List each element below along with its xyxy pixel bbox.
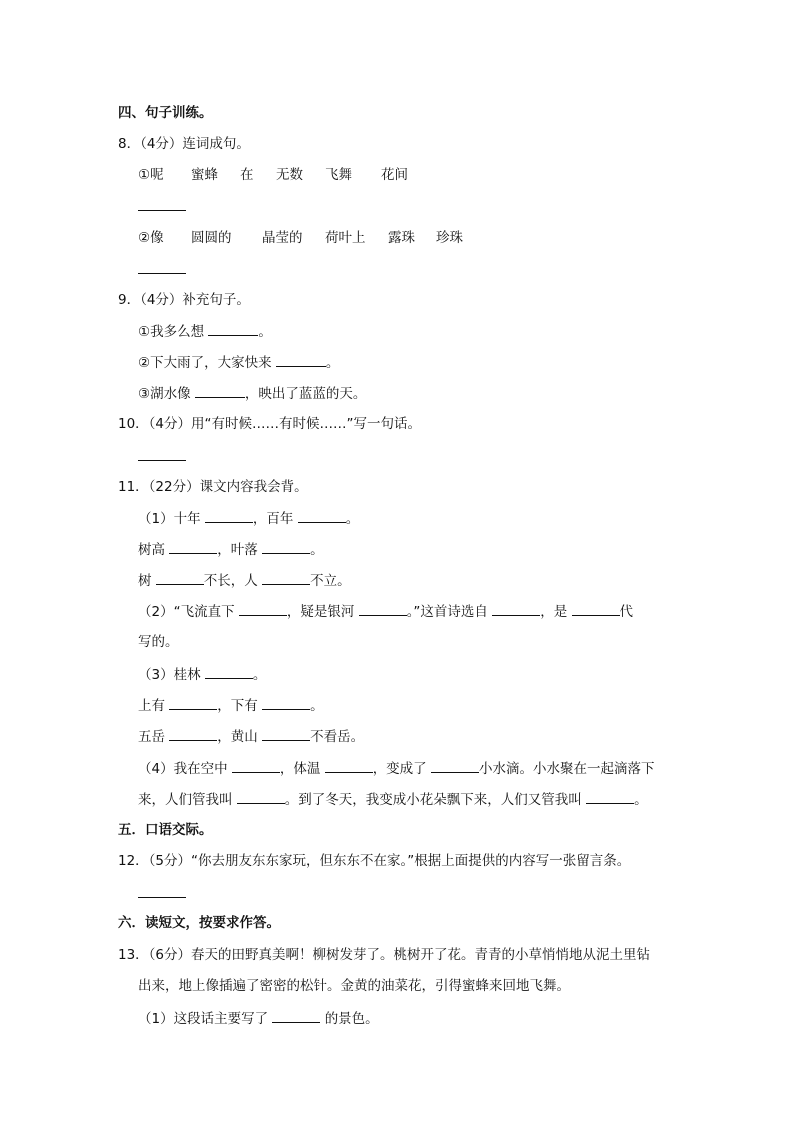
q11-part-2-line	[138, 601, 633, 622]
section-4-heading: 四、句子训练。	[118, 105, 213, 121]
text: 不立。	[310, 573, 351, 589]
text: 不看岳。	[310, 729, 365, 745]
blank[interactable]	[169, 726, 217, 741]
blank[interactable]	[586, 789, 634, 804]
blank[interactable]	[208, 321, 258, 336]
blank[interactable]	[169, 695, 217, 710]
section-6-heading: 六．读短文，按要求作答。	[118, 915, 280, 931]
q8-r2-word: 晶莹的	[262, 230, 303, 246]
text: ③湖水像	[138, 386, 191, 402]
text: ，叶落	[217, 542, 258, 558]
q8-r1-word: 飞舞	[325, 167, 352, 183]
text: 树高	[138, 542, 165, 558]
blank[interactable]	[232, 758, 280, 773]
text: 代	[619, 604, 634, 620]
q8-r2-word: ②像	[138, 230, 164, 246]
text: （3）桂林	[138, 667, 201, 683]
blank[interactable]	[156, 570, 204, 585]
q9-stem: 9．（4分）补充句子。	[118, 292, 250, 308]
q12-answer-line[interactable]	[138, 897, 186, 898]
text: 不长，人	[203, 573, 258, 589]
blank[interactable]	[195, 383, 245, 398]
q8-r2-word: 荷叶上	[325, 230, 366, 246]
text: ，疑是银河	[286, 604, 355, 620]
text: 。	[310, 542, 324, 558]
blank[interactable]	[325, 758, 373, 773]
q11-part-1-line	[138, 539, 324, 560]
blank[interactable]	[276, 352, 326, 367]
q8-answer-line-2[interactable]	[138, 273, 186, 274]
text: 。	[325, 355, 340, 371]
blank[interactable]	[262, 570, 310, 585]
text: ，映出了蓝蓝的天。	[244, 386, 367, 402]
blank[interactable]	[272, 1008, 320, 1023]
blank[interactable]	[205, 508, 253, 523]
q12-stem: 12．（5分）“你去朋友东东家玩，但东东不在家。”根据上面提供的内容写一张留言条。	[118, 853, 631, 869]
q8-stem: 8．（4分）连词成句。	[118, 136, 250, 152]
q11-part-4-cont	[138, 789, 648, 810]
q10-answer-line[interactable]	[138, 460, 186, 461]
q8-r1-word: 无数	[276, 167, 303, 183]
q11-part-1-line	[138, 508, 359, 529]
blank[interactable]	[262, 695, 310, 710]
q11-part-1-line	[138, 570, 351, 591]
q8-r1-word: 在	[240, 167, 254, 183]
blank[interactable]	[205, 664, 253, 679]
text: ①我多么想	[138, 324, 205, 340]
blank[interactable]	[492, 601, 540, 616]
q8-answer-line-1[interactable]	[138, 210, 186, 211]
q11-part-2-cont: 写的。	[138, 634, 179, 650]
q9-sentence-3	[138, 383, 366, 404]
text: 。	[310, 698, 324, 714]
text: ，体温	[279, 761, 321, 777]
q8-r2-word: 珍珠	[436, 230, 463, 246]
text: ②下大雨了，大家快来	[138, 355, 272, 371]
q13-passage-line-2: 出来，地上像插遍了密密的松针。金黄的油菜花，引得蜜蜂来回地飞舞。	[138, 978, 570, 994]
blank[interactable]	[572, 601, 620, 616]
blank[interactable]	[298, 508, 346, 523]
text: （1）这段话主要写了	[138, 1011, 269, 1027]
text: （1）十年	[138, 511, 201, 527]
q8-r1-word: 花间	[381, 167, 408, 183]
text: 。	[252, 667, 267, 683]
blank[interactable]	[262, 539, 310, 554]
text: 。	[634, 792, 648, 808]
q8-r2-word: 圆圆的	[191, 230, 232, 246]
text: 。	[258, 324, 272, 340]
q11-part-3-line	[138, 664, 266, 685]
text: （4）我在空中	[138, 761, 228, 777]
blank[interactable]	[237, 789, 285, 804]
blank[interactable]	[262, 726, 310, 741]
q10-stem: 10．（4分）用“有时候……有时候……”写一句话。	[118, 416, 422, 432]
text: 树	[138, 573, 152, 589]
q8-r1-word: ①呢	[138, 167, 164, 183]
text: 的景色。	[324, 1011, 379, 1027]
text: ，黄山	[217, 729, 258, 745]
text: 上有	[138, 698, 165, 714]
q11-stem: 11．（22分）课文内容我会背。	[118, 479, 308, 495]
blank[interactable]	[169, 539, 217, 554]
q13-sub-1	[138, 1008, 379, 1029]
q8-r2-word: 露珠	[388, 230, 415, 246]
q11-part-4-line	[138, 758, 654, 779]
q9-sentence-2	[138, 352, 339, 373]
text: ，下有	[217, 698, 258, 714]
text: ，变成了	[372, 761, 427, 777]
text: 小水滴。小水聚在一起滴落下	[478, 761, 655, 777]
q13-passage-line-1: 13．（6分）春天的田野真美啊！柳树发芽了。桃树开了花。青青的小草悄悄地从泥土里钻	[118, 947, 651, 963]
q8-r1-word: 蜜蜂	[191, 167, 218, 183]
q11-part-3-line	[138, 695, 324, 716]
text: （2）“飞流直下	[138, 604, 235, 620]
text: ，百年	[252, 511, 294, 527]
q9-sentence-1	[138, 321, 272, 342]
q11-part-3-line	[138, 726, 364, 747]
blank[interactable]	[359, 601, 407, 616]
section-5-heading: 五．口语交际。	[118, 822, 213, 838]
text: 。”这首诗选自	[406, 604, 488, 620]
blank[interactable]	[431, 758, 479, 773]
text: 五岳	[138, 729, 165, 745]
text: 来，人们管我叫	[138, 792, 233, 808]
text: 。	[345, 511, 360, 527]
blank[interactable]	[239, 601, 287, 616]
text: ，是	[540, 604, 568, 620]
text: 。到了冬天，我变成小花朵飘下来，人们又管我叫	[284, 792, 582, 808]
